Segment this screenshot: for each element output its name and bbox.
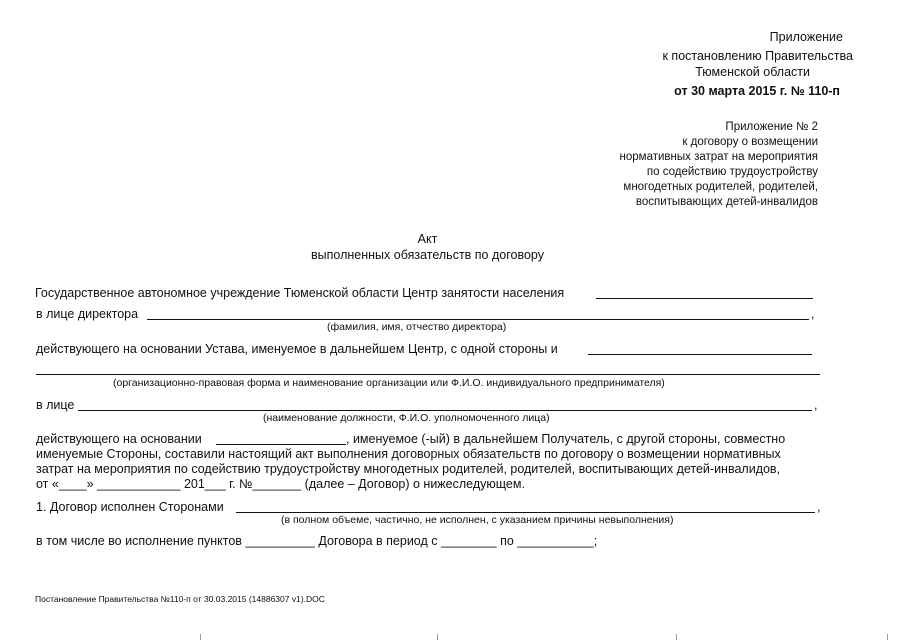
- header-annex-label: Приложение: [769, 30, 843, 44]
- scan-mark: [200, 634, 201, 640]
- para-line-3: затрат на мероприятия по содействию трудоустройству многодетных родителей, родителей, воспитывающих детей-инвалидов,: [36, 462, 781, 476]
- item-1-hint: (в полном объеме, частично, не исполнен, с указанием причины невыполнения): [281, 514, 674, 526]
- charter-blank-line[interactable]: [588, 354, 812, 355]
- annex-line-6: воспитывающих детей-инвалидов: [635, 196, 818, 208]
- header-resolution-line: к постановлению Правительства: [662, 49, 853, 63]
- para-line-4: от «____» ____________ 201___ г. №_______ (далее – Договор) о нижеследующем.: [36, 477, 525, 491]
- scan-mark: [887, 634, 888, 640]
- recipient-blank-line[interactable]: [36, 374, 820, 375]
- header-date-number: от 30 марта 2015 г. № 110-п: [674, 84, 840, 98]
- director-blank-line[interactable]: [147, 319, 809, 320]
- person-hint: (наименование должности, Ф.И.О. уполномоченного лица): [263, 412, 550, 424]
- annex-title: Приложение № 2: [725, 121, 818, 133]
- annex-line-4: по содействию трудоустройству: [646, 166, 818, 178]
- org-line: Государственное автономное учреждение Тюменской области Центр занятости населения: [35, 286, 565, 300]
- footer-doc-ref: Постановление Правительства №110-п от 30.03.2015 (14886307 v1).DOC: [35, 594, 325, 604]
- item-2-line: в том числе во исполнение пунктов __________ Договора в период с ________ по ___________;: [36, 534, 598, 548]
- director-comma: ,: [811, 307, 815, 321]
- scan-mark: [676, 634, 677, 640]
- person-comma: ,: [814, 398, 818, 412]
- item-1-blank-line[interactable]: [236, 512, 815, 513]
- scan-mark: [437, 634, 438, 640]
- para-line-2: именуемые Стороны, составили настоящий акт выполнения договорных обязательств по договору о возмещении нормативных: [36, 447, 781, 461]
- annex-line-3: нормативных затрат на мероприятия: [619, 151, 818, 163]
- header-region-line: Тюменской области: [695, 65, 810, 79]
- act-subtitle: выполненных обязательств по договору: [311, 248, 544, 262]
- director-hint: (фамилия, имя, отчество директора): [327, 321, 507, 333]
- act-title: Акт: [417, 232, 438, 246]
- director-label: в лице директора: [36, 307, 139, 321]
- org-blank-line[interactable]: [596, 298, 813, 299]
- para-line-1a: действующего на основании: [36, 432, 202, 446]
- annex-line-2: к договору о возмещении: [682, 136, 818, 148]
- charter-line: действующего на основании Устава, именуемое в дальнейшем Центр, с одной стороны и: [36, 342, 558, 356]
- item-1-label: 1. Договор исполнен Сторонами: [36, 500, 224, 514]
- person-blank-line[interactable]: [78, 410, 812, 411]
- item-1-comma: ,: [817, 500, 821, 514]
- person-label: в лице: [36, 398, 75, 412]
- basis-blank-line[interactable]: [216, 444, 346, 445]
- annex-line-5: многодетных родителей, родителей,: [623, 181, 818, 193]
- para-line-1b: , именуемое (-ый) в дальнейшем Получатель, с другой стороны, совместно: [346, 432, 786, 446]
- recipient-hint: (организационно-правовая форма и наименование организации или Ф.И.О. индивидуального предпринимателя): [113, 377, 665, 389]
